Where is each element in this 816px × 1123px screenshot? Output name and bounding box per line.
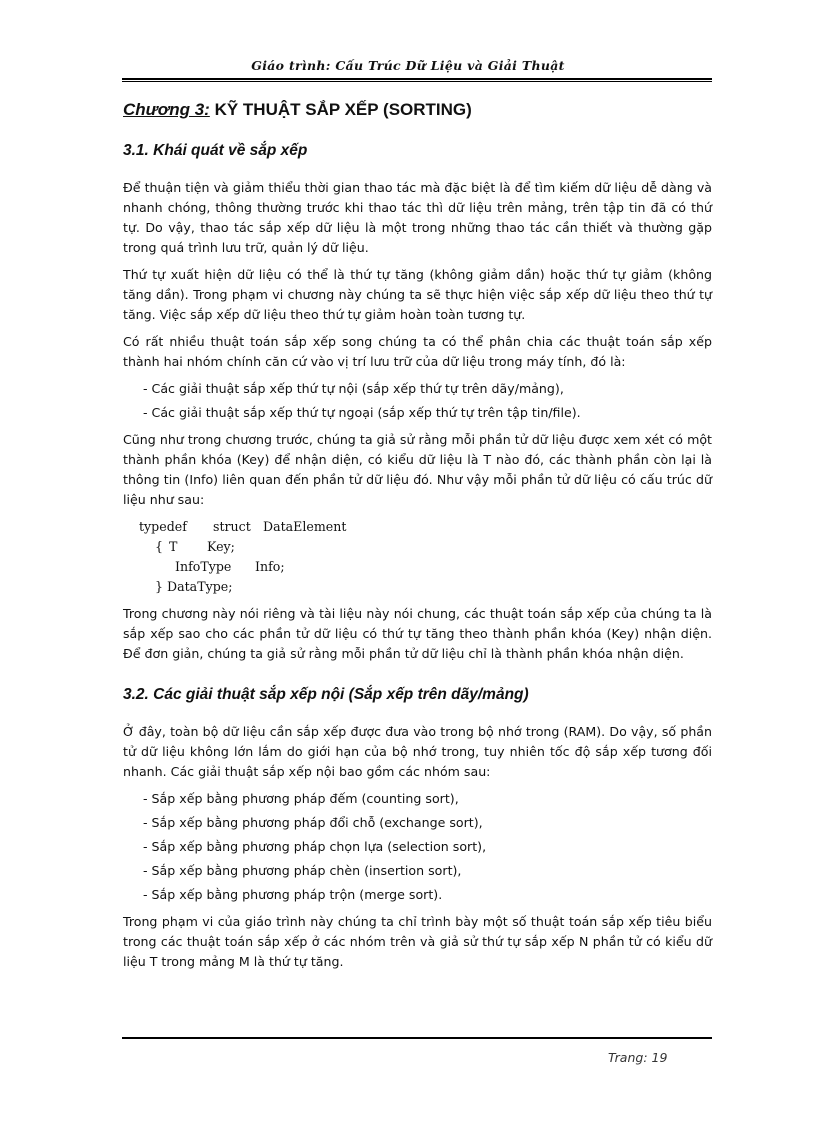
code-line: [139, 557, 712, 577]
header-rule: [122, 78, 712, 82]
code-line: [139, 537, 712, 557]
list-item: - Các giải thuật sắp xếp thứ tự ngoại (sắp xếp thứ tự trên tập tin/file).: [143, 405, 581, 420]
section-title-3-2: 3.2. Các giải thuật sắp xếp nội (Sắp xếp trên dãy/mảng): [123, 686, 529, 703]
paragraph: Có rất nhiều thuật toán sắp xếp song chúng ta có thể phân chia các thuật toán sắp xếp thành hai nhóm chính căn cứ vào vị trí lưu trữ của dữ liệu trong máy tính, đó là:: [123, 334, 712, 369]
chapter-label: Chương 3:: [123, 100, 210, 119]
code-token: } DataType;: [155, 579, 233, 594]
paragraph: Trong phạm vi của giáo trình này chúng ta chỉ trình bày một số thuật toán sắp xếp tiêu biểu trong các thuật toán sắp xếp ở các nhóm trên và giả sử thứ tự sắp xếp N phần tử có kiểu dữ liệu T trong mảng M là thứ tự tăng.: [123, 914, 712, 969]
list-item: - Sắp xếp bằng phương pháp trộn (merge sort).: [143, 887, 443, 902]
list-item: - Sắp xếp bằng phương pháp chèn (insertion sort),: [143, 863, 462, 878]
code-token: T: [169, 539, 178, 554]
code-token: Info;: [255, 559, 285, 574]
list-item: - Sắp xếp bằng phương pháp chọn lựa (selection sort),: [143, 839, 487, 854]
paragraph: Trong chương này nói riêng và tài liệu này nói chung, các thuật toán sắp xếp của chúng ta là sắp xếp sao cho các phần tử dữ liệu có thứ tự tăng theo thành phần khóa (Key) nhận diện. Để đơn giản, chúng ta giả sử rằng mỗi phần tử dữ liệu chỉ là thành phần khóa nhận diện.: [123, 606, 712, 661]
page-content: [123, 100, 712, 979]
page-header-title: Giáo trình: Cấu Trúc Dữ Liệu và Giải Thuật: [251, 58, 565, 73]
paragraph: Thứ tự xuất hiện dữ liệu có thể là thứ tự tăng (không giảm dần) hoặc thứ tự giảm (không tăng dần). Trong phạm vi chương này chúng ta sẽ thực hiện việc sắp xếp dữ liệu theo thứ tự tăng. Việc sắp xếp dữ liệu theo thứ tự giảm hoàn toàn tương tự.: [123, 267, 712, 322]
paragraph: Cũng như trong chương trước, chúng ta giả sử rằng mỗi phần tử dữ liệu được xem xét có một thành phần khóa (Key) để nhận diện, có kiểu dữ liệu là T nào đó, các thành phần còn lại là thông tin (Info) liên quan đến phần tử dữ liệu đó. Như vậy mỗi phần tử dữ liệu có cấu trúc dữ liệu như sau:: [123, 432, 712, 507]
page-number: Trang: 19: [608, 1050, 668, 1065]
paragraph: Để thuận tiện và giảm thiểu thời gian thao tác mà đặc biệt là để tìm kiếm dữ liệu dễ dàng và nhanh chóng, thông thường trước khi thao tác thì dữ liệu trên mảng, trên tập tin đã có thứ tự. Do vậy, thao tác sắp xếp dữ liệu là một trong những thao tác cần thiết và thường gặp trong quá trình lưu trữ, quản lý dữ liệu.: [123, 180, 712, 255]
chapter-name: KỸ THUẬT SẮP XẾP (SORTING): [214, 100, 472, 119]
list-item: - Sắp xếp bằng phương pháp đổi chỗ (exchange sort),: [143, 815, 483, 830]
code-token: struct: [213, 519, 251, 534]
list-item: - Các giải thuật sắp xếp thứ tự nội (sắp xếp thứ tự trên dãy/mảng),: [143, 381, 564, 396]
paragraph: Ở đây, toàn bộ dữ liệu cần sắp xếp được đưa vào trong bộ nhớ trong (RAM). Do vậy, số phần tử dữ liệu không lớn lắm do giới hạn của bộ nhớ trong, tuy nhiên tốc độ sắp xếp tương đối nhanh. Các giải thuật sắp xếp nội bao gồm các nhóm sau:: [123, 724, 712, 779]
code-token: typedef: [139, 519, 187, 534]
chapter-title: [123, 100, 712, 120]
code-line: [139, 577, 712, 597]
list-item: - Sắp xếp bằng phương pháp đếm (counting sort),: [143, 791, 459, 806]
code-line: [139, 517, 712, 537]
code-token: InfoType: [175, 559, 232, 574]
code-block: [139, 517, 712, 597]
code-token: Key;: [207, 539, 235, 554]
code-token: DataElement: [263, 519, 347, 534]
code-token: {: [155, 539, 164, 554]
section-title-3-1: 3.1. Khái quát về sắp xếp: [123, 142, 308, 159]
footer-rule: [122, 1037, 712, 1039]
